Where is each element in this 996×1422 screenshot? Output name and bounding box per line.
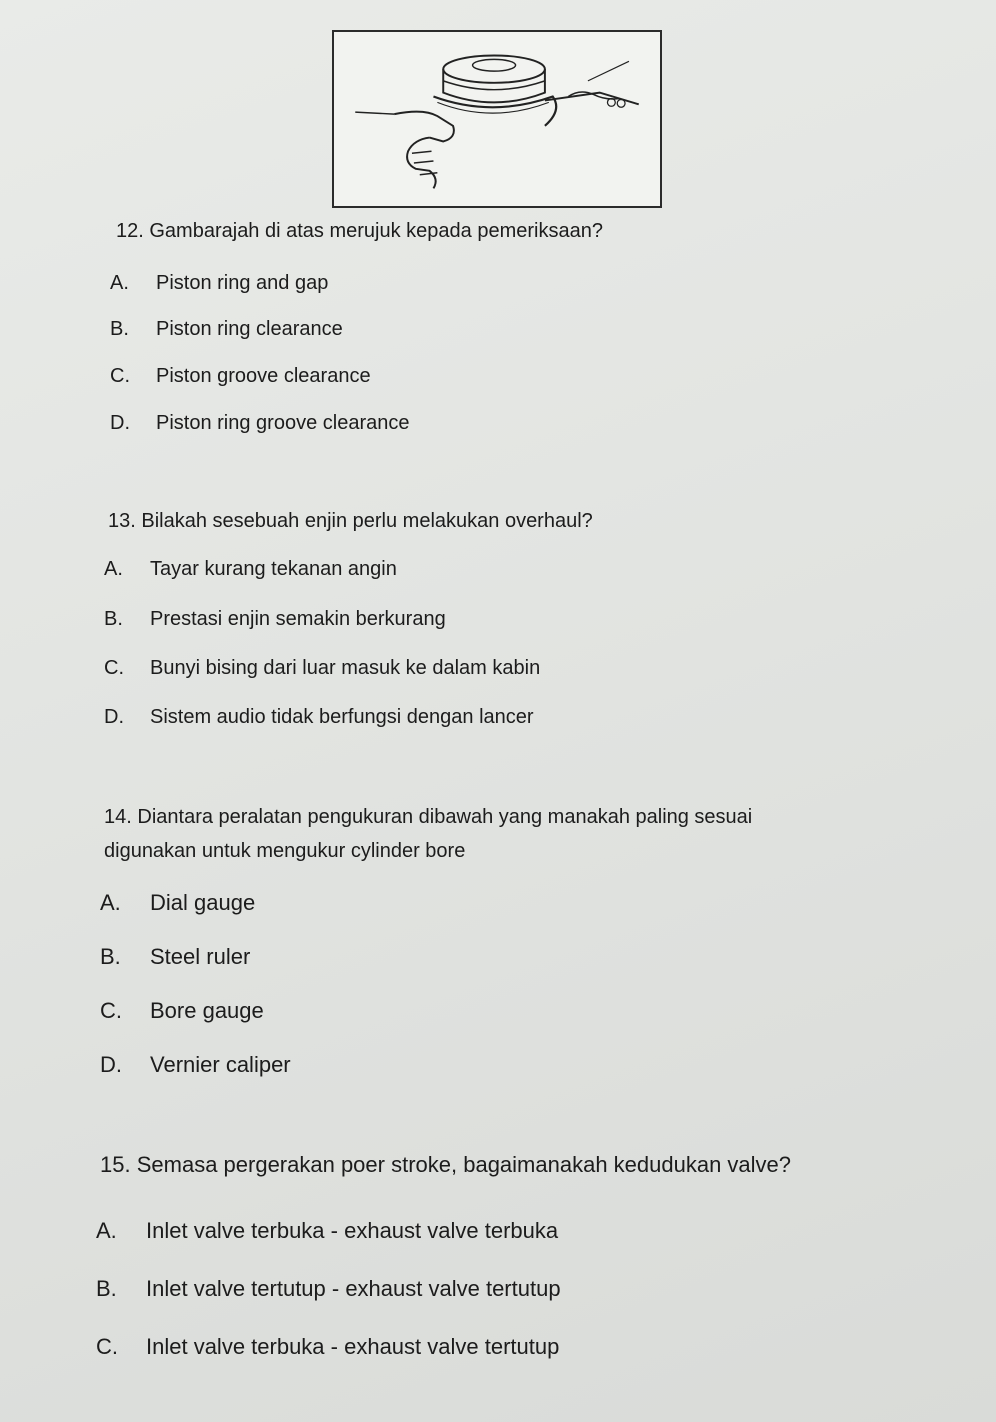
option-letter: C. <box>104 657 124 679</box>
option-letter: C. <box>100 998 122 1023</box>
question-15 <box>100 1152 791 1178</box>
option-14-a[interactable] <box>100 890 255 916</box>
option-letter: A. <box>96 1218 117 1243</box>
option-text: Bunyi bising dari luar masuk ke dalam kabin <box>150 657 541 679</box>
option-letter: B. <box>100 944 121 969</box>
option-14-c[interactable] <box>100 998 264 1024</box>
option-text: Piston groove clearance <box>156 365 371 387</box>
question-text: Semasa pergerakan poer stroke, bagaimanakah kedudukan valve? <box>136 1152 792 1177</box>
option-text: Steel ruler <box>150 944 251 969</box>
question-14-line2 <box>104 838 465 864</box>
option-15-b[interactable] <box>96 1276 561 1302</box>
option-text: Piston ring and gap <box>156 272 329 294</box>
option-text: Dial gauge <box>150 890 256 915</box>
option-text: Piston ring clearance <box>156 318 343 340</box>
question-number: 15. <box>100 1152 131 1177</box>
piston-ring-illustration <box>332 30 662 208</box>
question-number: 12. <box>116 220 144 242</box>
question-number: 14. <box>104 806 132 828</box>
option-text: Inlet valve tertutup - exhaust valve tertutup <box>146 1276 561 1301</box>
option-text: Prestasi enjin semakin berkurang <box>150 608 446 630</box>
question-text: Diantara peralatan pengukuran dibawah yang manakah paling sesuai <box>137 806 753 828</box>
option-text: Vernier caliper <box>150 1052 291 1077</box>
option-13-d[interactable] <box>104 704 534 730</box>
question-13 <box>108 508 593 534</box>
question-text-line2: digunakan untuk mengukur cylinder bore <box>104 840 466 862</box>
option-15-a[interactable] <box>96 1218 558 1244</box>
piston-ring-drawing <box>334 32 660 206</box>
option-12-b[interactable] <box>110 316 343 342</box>
option-text: Tayar kurang tekanan angin <box>150 558 397 580</box>
option-text: Piston ring groove clearance <box>156 412 410 434</box>
option-text: Bore gauge <box>150 998 264 1023</box>
option-15-c[interactable] <box>96 1334 559 1360</box>
option-letter: B. <box>110 318 129 340</box>
option-12-c[interactable] <box>110 363 371 389</box>
question-number: 13. <box>108 510 136 532</box>
option-text: Sistem audio tidak berfungsi dengan lancer <box>150 706 534 728</box>
option-letter: D. <box>110 412 130 434</box>
option-letter: C. <box>96 1334 118 1359</box>
option-14-b[interactable] <box>100 944 250 970</box>
question-12 <box>116 218 603 244</box>
option-letter: B. <box>96 1276 117 1301</box>
option-14-d[interactable] <box>100 1052 291 1078</box>
option-text: Inlet valve terbuka - exhaust valve terbuka <box>146 1218 559 1243</box>
option-letter: D. <box>100 1052 122 1077</box>
question-14 <box>104 804 752 830</box>
option-13-c[interactable] <box>104 655 540 681</box>
option-12-d[interactable] <box>110 410 409 436</box>
option-letter: D. <box>104 706 124 728</box>
question-text: Gambarajah di atas merujuk kepada pemeriksaan? <box>149 220 603 242</box>
option-letter: B. <box>104 608 123 630</box>
option-letter: A. <box>104 558 123 580</box>
question-text: Bilakah sesebuah enjin perlu melakukan overhaul? <box>141 510 593 532</box>
option-13-a[interactable] <box>104 556 397 582</box>
option-letter: A. <box>110 272 129 294</box>
option-text: Inlet valve terbuka - exhaust valve tertutup <box>146 1334 560 1359</box>
option-letter: C. <box>110 365 130 387</box>
option-13-b[interactable] <box>104 606 446 632</box>
option-12-a[interactable] <box>110 270 328 296</box>
option-letter: A. <box>100 890 121 915</box>
